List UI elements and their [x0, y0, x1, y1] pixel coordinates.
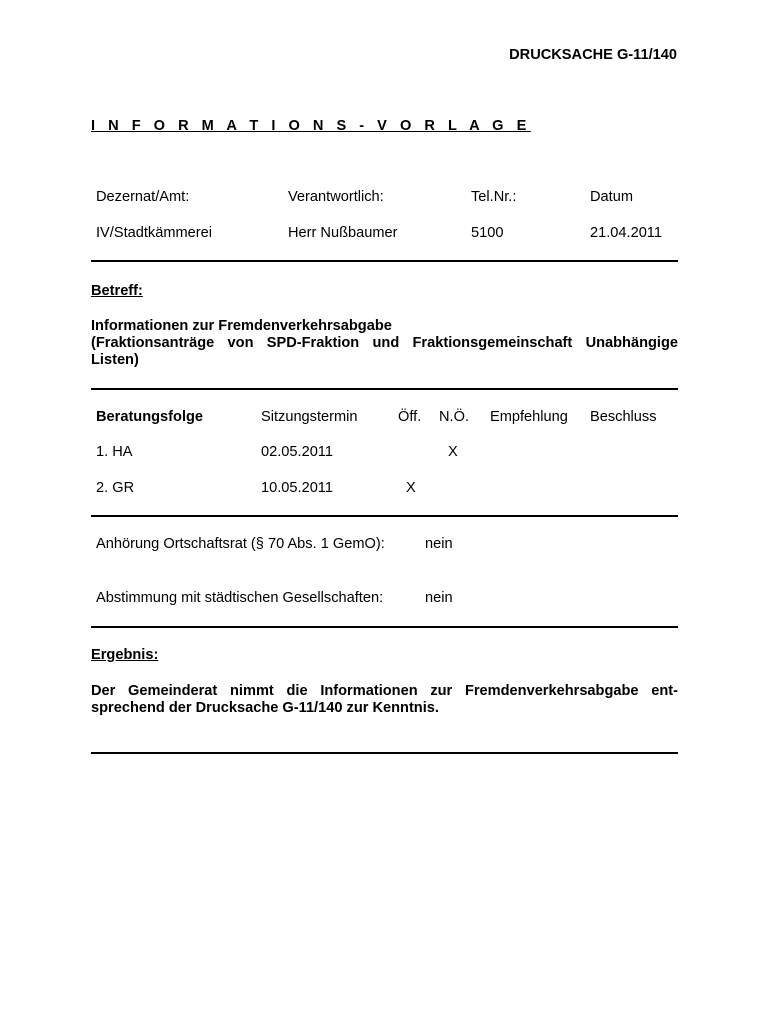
betreff-line-2: (Fraktionsanträge von SPD-Fraktion und Fraktionsgemeinschaft Unabhängige Listen) [91, 335, 678, 368]
info-header-telnr: Tel.Nr.: [471, 189, 517, 205]
betreff-line-1: Informationen zur Fremdenverkehrsabgabe [91, 318, 392, 334]
beratung-header-beschluss: Beschluss [590, 409, 657, 425]
beratung-header-oeff: Öff. [398, 409, 422, 425]
beratung-row-1-termin: 02.05.2011 [261, 444, 333, 460]
divider [91, 752, 678, 754]
beratung-row-1-noe: X [448, 444, 458, 460]
ergebnis-text: Der Gemeinderat nimmt die Informationen zur Fremdenverkehrsabgabe ent-sprechend der Drucksache G-11/140 zur Kenntnis. [91, 683, 678, 716]
document-number: DRUCKSACHE G-11/140 [509, 47, 677, 63]
abstimmung-value: nein [425, 590, 453, 606]
divider [91, 388, 678, 390]
info-value-datum: 21.04.2011 [590, 225, 662, 241]
document-type-title: I N F O R M A T I O N S - V O R L A G E [91, 118, 531, 134]
beratung-row-2-oeff: X [406, 480, 416, 496]
beratung-header-beratungsfolge: Beratungsfolge [96, 409, 204, 425]
info-header-datum: Datum [590, 189, 633, 205]
ergebnis-label: Ergebnis: [91, 647, 159, 663]
divider [91, 515, 678, 517]
divider [91, 626, 678, 628]
anhoerung-label: Anhörung Ortschaftsrat (§ 70 Abs. 1 GemO): [96, 536, 385, 552]
abstimmung-label: Abstimmung mit städtischen Gesellschaften: [96, 590, 384, 606]
info-header-verantwortlich: Verantwortlich: [288, 189, 384, 205]
beratung-row-2-gremium: 2. GR [96, 480, 135, 496]
beratung-header-empfehlung: Empfehlung [490, 409, 568, 425]
beratung-header-noe: N.Ö. [439, 409, 469, 425]
divider [91, 260, 678, 262]
info-value-telnr: 5100 [471, 225, 504, 241]
betreff-label: Betreff: [91, 283, 143, 299]
beratung-row-1-gremium: 1. HA [96, 444, 133, 460]
anhoerung-value: nein [425, 536, 453, 552]
info-header-dezernat: Dezernat/Amt: [96, 189, 190, 205]
info-value-verantwortlich: Herr Nußbaumer [288, 225, 398, 241]
beratung-row-2-termin: 10.05.2011 [261, 480, 333, 496]
beratung-header-sitzungstermin: Sitzungstermin [261, 409, 358, 425]
info-value-dezernat: IV/Stadtkämmerei [96, 225, 212, 241]
